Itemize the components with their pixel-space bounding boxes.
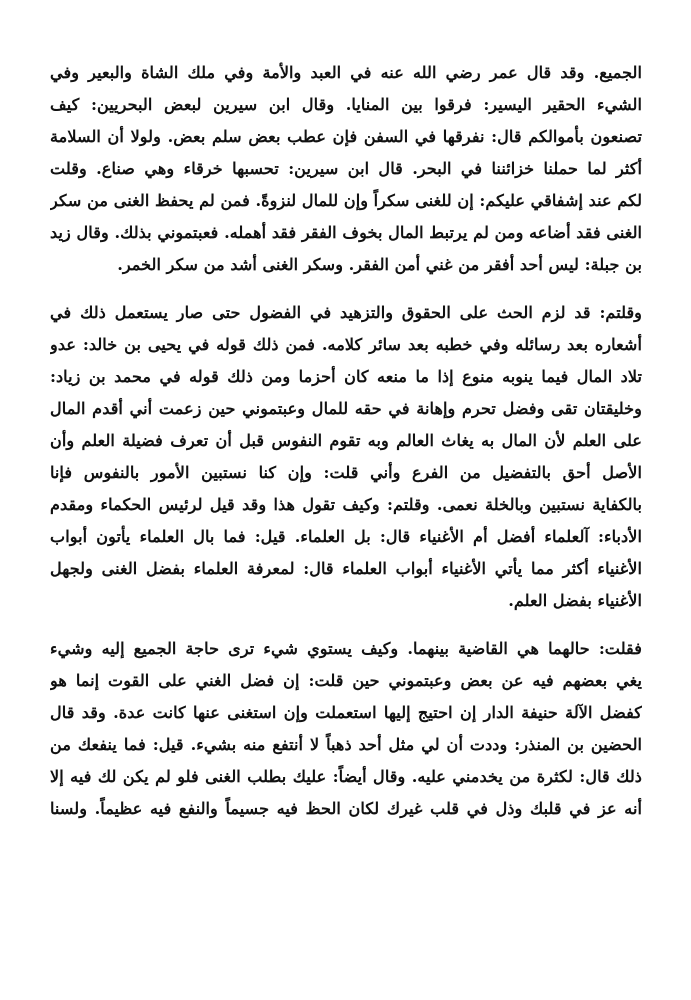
text-line: يغي بعضهم فيه عن بعض وعبتموني حين قلت: إن فضل الغني على القوت إنما هو (50, 671, 642, 690)
text-line: فقلت: حالهما هي القاضية بينهما. وكيف يستوي شيء ترى حاجة الجميع إليه وشيء (50, 639, 642, 658)
text-line: أشعاره بعد رسائله وفي خطبه بعد سائر كلامه. فمن ذلك قوله في يحيى بن خالد: عدو (50, 335, 642, 354)
paragraph-3 (50, 633, 642, 825)
text-line: الحضين بن المنذر: وددت أن لي مثل أحد ذهباً لا أنتفع منه بشيء. قيل: فما ينفعك من (50, 735, 642, 754)
text-line: الشيء الحقير اليسير: فرقوا بين المنايا. وقال ابن سيرين لبعض البحريين: كيف (50, 95, 642, 114)
text-line: أكثر لما حملنا خزائننا في البحر. قال ابن سيرين: تحسبها خرقاء وهي صناع. وقلت (50, 159, 642, 178)
text-line: الجميع. وقد قال عمر رضي الله عنه في العبد والأمة وفي ملك الشاة والبعير وفي (50, 63, 642, 82)
text-line: ذلك قال: لكثرة من يخدمني عليه. وقال أيضاً: عليك بطلب الغنى فلو لم يكن لك فيه إلا (50, 767, 642, 786)
text-line: بن جبلة: ليس أحد أفقر من غني أمن الفقر. وسكر الغنى أشد من سكر الخمر. (117, 255, 642, 274)
paragraph-gap (50, 617, 642, 633)
text-line: تصنعون بأموالكم قال: نفرقها في السفن فإن عطب بعض سلم بعض. ولولا أن السلامة (50, 127, 642, 146)
text-line: الأدباء: آلعلماء أفضل أم الأغنياء قال: بل العلماء. قيل: فما بال العلماء يأتون أبواب (50, 527, 642, 546)
text-line: الأصل أحق بالتفضيل من الفرع وأني قلت: وإن كنا نستبين الأمور بالنفوس فإنا (50, 463, 642, 482)
text-line: على العلم لأن المال به يغاث العالم وبه تقوم النفوس قبل أن تعرف فضيلة العلم وأن (50, 431, 642, 450)
document-page (50, 57, 642, 825)
text-line: أنه عز في قلبك وذل في قلب غيرك لكان الحظ فيه جسيماً والنفع فيه عظيماً. ولسنا (50, 799, 642, 818)
text-line: لكم عند إشفاقي عليكم: إن للغنى سكراً وإن للمال لنزوةً. فمن لم يحفظ الغنى من سكر (50, 191, 642, 210)
paragraph-1 (50, 57, 642, 281)
text-line: الأغنياء أكثر مما يأتي الأغنياء أبواب العلماء قال: لمعرفة العلماء بفضل الغنى ولجهل (50, 559, 642, 578)
text-line: الغنى فقد أضاعه ومن لم يرتبط المال بخوف الفقر فقد أهمله. فعبتموني بذلك. وقال زيد (50, 223, 642, 242)
text-line: تلاد المال فيما ينوبه منوع إذا ما منعه كان أحزما ومن ذلك قوله في محمد بن زياد: (50, 367, 642, 386)
text-line: وقلتم: قد لزم الحث على الحقوق والتزهيد في الفضول حتى صار يستعمل ذلك في (50, 303, 642, 322)
text-line: الأغنياء بفضل العلم. (508, 591, 642, 610)
paragraph-2 (50, 297, 642, 617)
text-line: وخليقتان تقى وفضل تحرم وإهانة في حقه للمال وعبتموني حين زعمت أني أقدم المال (50, 399, 642, 418)
text-line: بالكفاية نستبين وبالخلة نعمى. وقلتم: وكيف تقول هذا وقد قيل لرئيس الحكماء ومقدم (50, 495, 642, 514)
text-line: كفضل الآلة حنيفة الدار إن احتيج إليها استعملت وإن استغنى عنها كانت عدة. وقد قال (50, 703, 642, 722)
paragraph-gap (50, 281, 642, 297)
